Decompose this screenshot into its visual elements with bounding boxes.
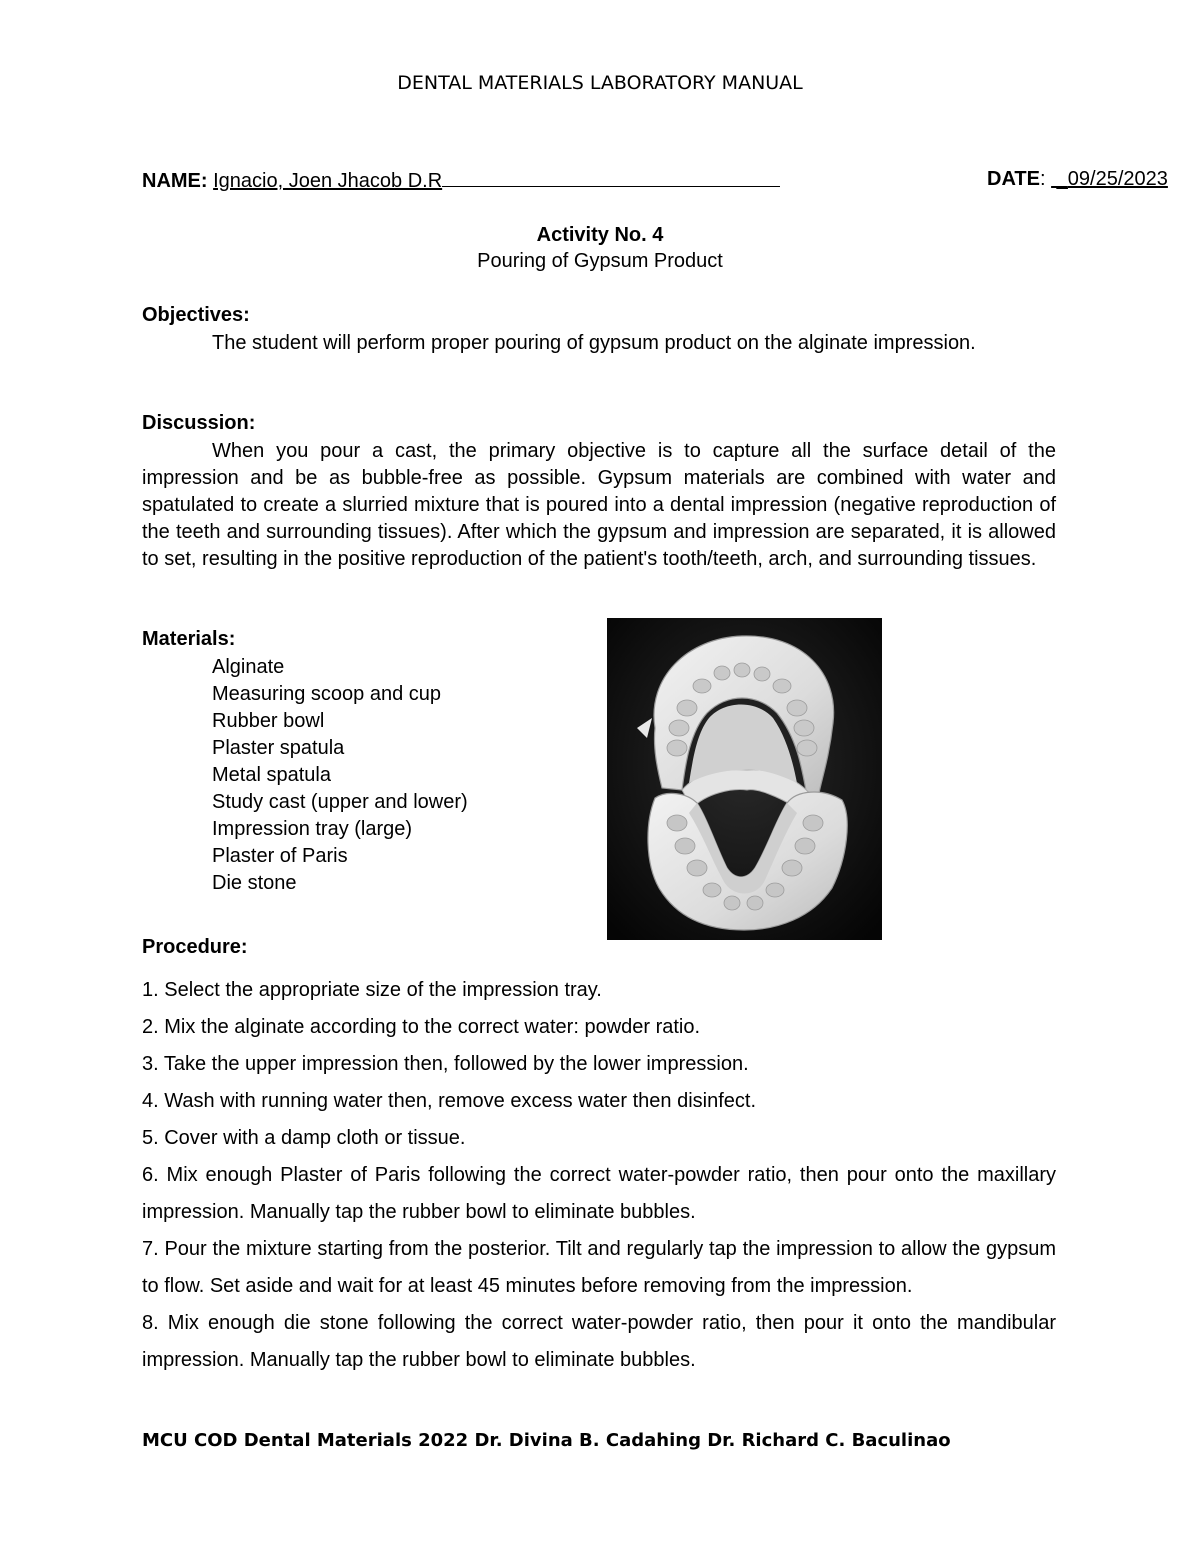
procedure-step: 3. Take the upper impression then, followed by the lower impression. [142, 1053, 749, 1075]
materials-item: Rubber bowl [212, 710, 325, 732]
materials-list [212, 654, 468, 897]
study-cast-photo [607, 618, 882, 940]
procedure-step: 7. Pour the mixture starting from the posterior. Tilt and regularly tap the impression to allow the gypsum to flow. Set aside and wait for at least 45 minutes before removing from the impression. [142, 1238, 1056, 1297]
materials-item: Impression tray (large) [212, 818, 413, 840]
discussion-text: When you pour a cast, the primary objective is to capture all the surface detail of the impression and be as bubble-free as possible. Gypsum materials are combined with water and spatulated to create a slurried mixture that is poured into a dental impression (negative reproduction of the teeth and surrounding tissues). After which the gypsum and impression are separated, it is allowed to set, resulting in the positive reproduction of the patient's tooth/teeth, arch, and surrounding tissues. [142, 440, 1056, 570]
procedure-step: 4. Wash with running water then, remove excess water then disinfect. [142, 1090, 756, 1112]
procedure-step: 5. Cover with a damp cloth or tissue. [142, 1127, 466, 1149]
procedure-step: 2. Mix the alginate according to the correct water: powder ratio. [142, 1016, 701, 1038]
date-field: DATE: _09/25/2023 [987, 168, 1168, 190]
materials-item: Plaster of Paris [212, 845, 348, 867]
date-label: DATE [987, 168, 1040, 190]
materials-item: Die stone [212, 872, 297, 894]
materials-heading: Materials: [142, 628, 236, 650]
objectives-heading: Objectives: [142, 304, 250, 326]
name-underline [442, 168, 780, 187]
objectives-text: The student will perform proper pouring of gypsum product on the alginate impression. [212, 332, 976, 354]
procedure-step: 1. Select the appropriate size of the impression tray. [142, 979, 602, 1001]
materials-item: Study cast (upper and lower) [212, 791, 468, 813]
date-value: 09/25/2023 [1067, 168, 1168, 190]
materials-item: Alginate [212, 656, 285, 678]
materials-item: Plaster spatula [212, 737, 345, 759]
date-value-wrap: _09/25/2023 [1051, 168, 1168, 190]
activity-number: Activity No. 4 [536, 224, 664, 246]
procedure-heading: Procedure: [142, 936, 248, 958]
materials-item: Metal spatula [212, 764, 331, 786]
student-info-line [142, 168, 1168, 193]
procedure-step: 8. Mix enough die stone following the correct water-powder ratio, then pour it onto the mandibular impression. Manually tap the rubber bowl to eliminate bubbles. [142, 1312, 1056, 1371]
procedure-list [142, 972, 1056, 1379]
footer-credits: MCU COD Dental Materials 2022 Dr. Divina B. Cadahing Dr. Richard C. Baculinao [142, 1430, 951, 1451]
materials-item: Measuring scoop and cup [212, 683, 442, 705]
name-label: NAME: [142, 170, 208, 192]
dental-casts-image [607, 618, 882, 940]
activity-title: Pouring of Gypsum Product [477, 250, 723, 272]
student-name: Ignacio, Joen Jhacob D.R [213, 170, 443, 192]
discussion-heading: Discussion: [142, 412, 256, 434]
procedure-step: 6. Mix enough Plaster of Paris following the correct water-powder ratio, then pour onto the maxillary impression. Manually tap the rubber bowl to eliminate bubbles. [142, 1164, 1056, 1223]
manual-title: DENTAL MATERIALS LABORATORY MANUAL [397, 72, 803, 94]
